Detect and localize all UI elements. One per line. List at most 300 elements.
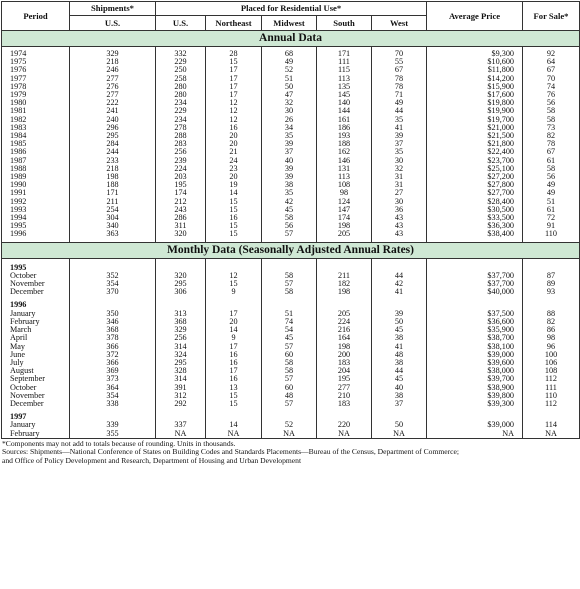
cell-midwest: 35 <box>262 189 317 197</box>
cell-west: 45 <box>372 326 427 334</box>
cell-midwest: 48 <box>262 392 317 400</box>
cell-northeast: 9 <box>206 334 262 342</box>
table-row <box>2 132 580 140</box>
cell-for-sale: 49 <box>523 189 580 197</box>
cell-northeast: 15 <box>206 230 262 238</box>
cell-period: 1986 <box>2 148 70 156</box>
cell-shipments-us: 355 <box>70 430 156 439</box>
table-row <box>2 392 580 400</box>
cell-shipments-us: 276 <box>70 83 156 91</box>
table-row <box>2 91 580 99</box>
cell-average-price: $39,300 <box>427 400 523 408</box>
cell-northeast: 12 <box>206 272 262 280</box>
cell-shipments-us: 222 <box>70 99 156 107</box>
cell-shipments-us: 352 <box>70 272 156 280</box>
cell-midwest: 57 <box>262 343 317 351</box>
cell-period: 1991 <box>2 189 70 197</box>
cell-midwest: 58 <box>262 214 317 222</box>
cell-northeast: 20 <box>206 318 262 326</box>
cell-placed-us: 256 <box>156 334 206 342</box>
cell-midwest: 52 <box>262 421 317 429</box>
annual-section-header <box>2 31 580 47</box>
cell-average-price: $27,700 <box>427 189 523 197</box>
cell-period: 1979 <box>2 91 70 99</box>
cell-south: 182 <box>317 280 372 288</box>
cell-period: 1985 <box>2 140 70 148</box>
table-row <box>2 75 580 83</box>
cell-midwest: 39 <box>262 165 317 173</box>
cell-for-sale: 89 <box>523 280 580 288</box>
cell-west: 48 <box>372 351 427 359</box>
cell-period: December <box>2 288 70 296</box>
cell-shipments-us: 338 <box>70 400 156 408</box>
cell-period: January <box>2 421 70 429</box>
cell-average-price: $19,900 <box>427 107 523 115</box>
cell-for-sale: 98 <box>523 334 580 342</box>
cell-midwest: 57 <box>262 375 317 383</box>
cell-shipments-us: 171 <box>70 189 156 197</box>
cell-west: 39 <box>372 310 427 318</box>
cell-placed-us: 229 <box>156 107 206 115</box>
cell-south: 124 <box>317 198 372 206</box>
header-south: South <box>317 16 372 31</box>
cell-south: 200 <box>317 351 372 359</box>
cell-shipments-us: 233 <box>70 157 156 165</box>
header-period: Period <box>2 2 70 31</box>
cell-west: 40 <box>372 384 427 392</box>
cell-northeast: 23 <box>206 165 262 173</box>
cell-for-sale: 112 <box>523 400 580 408</box>
cell-south: 211 <box>317 272 372 280</box>
cell-average-price: $38,100 <box>427 343 523 351</box>
cell-midwest: 57 <box>262 230 317 238</box>
cell-midwest: 32 <box>262 99 317 107</box>
cell-for-sale: 76 <box>523 91 580 99</box>
cell-west: 43 <box>372 214 427 222</box>
data-table <box>1 1 580 439</box>
table-row <box>2 334 580 342</box>
cell-south: 108 <box>317 181 372 189</box>
cell-south: 174 <box>317 214 372 222</box>
table-row <box>2 384 580 392</box>
table-row <box>2 421 580 429</box>
cell-northeast: 12 <box>206 99 262 107</box>
cell-period: February <box>2 430 70 439</box>
cell-midwest: 51 <box>262 75 317 83</box>
cell-for-sale: 93 <box>523 288 580 296</box>
table-row <box>2 66 580 74</box>
cell-south: 188 <box>317 140 372 148</box>
cell-northeast: 16 <box>206 124 262 132</box>
cell-average-price: NA <box>427 430 523 439</box>
table-row <box>2 400 580 408</box>
year-heading-row <box>2 301 580 309</box>
cell-south: 115 <box>317 66 372 74</box>
cell-west: 32 <box>372 165 427 173</box>
footnote-rounding: *Components may not add to totals because of rounding. Units in thousands. <box>2 439 236 448</box>
cell-northeast: 17 <box>206 343 262 351</box>
cell-shipments-us: 218 <box>70 58 156 66</box>
header-placed-us: U.S. <box>156 16 206 31</box>
cell-midwest: 39 <box>262 173 317 181</box>
cell-northeast: 15 <box>206 206 262 214</box>
cell-northeast: NA <box>206 430 262 439</box>
cell-shipments-us: 295 <box>70 132 156 140</box>
cell-west: 38 <box>372 334 427 342</box>
cell-south: 131 <box>317 165 372 173</box>
cell-for-sale: 49 <box>523 181 580 189</box>
cell-shipments-us: 370 <box>70 288 156 296</box>
cell-midwest: 68 <box>262 50 317 58</box>
cell-average-price: $38,700 <box>427 334 523 342</box>
cell-northeast: 14 <box>206 189 262 197</box>
cell-midwest: 60 <box>262 384 317 392</box>
cell-west: 35 <box>372 116 427 124</box>
cell-placed-us: 313 <box>156 310 206 318</box>
table-row <box>2 148 580 156</box>
cell-placed-us: 312 <box>156 392 206 400</box>
cell-average-price: $10,600 <box>427 58 523 66</box>
cell-for-sale: 74 <box>523 83 580 91</box>
cell-average-price: $23,700 <box>427 157 523 165</box>
footnotes <box>0 440 578 466</box>
cell-west: 50 <box>372 421 427 429</box>
table-row <box>2 116 580 124</box>
cell-for-sale: 78 <box>523 140 580 148</box>
cell-west: 38 <box>372 392 427 400</box>
cell-placed-us: 278 <box>156 124 206 132</box>
cell-northeast: 16 <box>206 375 262 383</box>
cell-west: 41 <box>372 343 427 351</box>
year-heading-row <box>2 413 580 421</box>
header-placed-for-residential-use: Placed for Residential Use* <box>156 2 427 16</box>
cell-northeast: 17 <box>206 91 262 99</box>
cell-northeast: 17 <box>206 75 262 83</box>
cell-period: 1996 <box>2 230 70 238</box>
cell-midwest: 58 <box>262 272 317 280</box>
cell-placed-us: 368 <box>156 318 206 326</box>
table-row <box>2 198 580 206</box>
cell-south: 183 <box>317 359 372 367</box>
table-row <box>2 140 580 148</box>
cell-midwest: 35 <box>262 132 317 140</box>
cell-placed-us: 203 <box>156 173 206 181</box>
cell-average-price: $25,100 <box>427 165 523 173</box>
cell-placed-us: 283 <box>156 140 206 148</box>
cell-for-sale: 73 <box>523 124 580 132</box>
cell-midwest: 57 <box>262 400 317 408</box>
cell-northeast: 14 <box>206 421 262 429</box>
cell-average-price: $39,000 <box>427 421 523 429</box>
cell-west: 55 <box>372 58 427 66</box>
cell-average-price: $27,200 <box>427 173 523 181</box>
table-row <box>2 343 580 351</box>
cell-west: 43 <box>372 230 427 238</box>
monthly-section-header <box>2 242 580 258</box>
cell-period: 1983 <box>2 124 70 132</box>
cell-placed-us: 280 <box>156 91 206 99</box>
cell-period: January <box>2 310 70 318</box>
cell-placed-us: NA <box>156 430 206 439</box>
cell-midwest: 42 <box>262 198 317 206</box>
table-row <box>2 189 580 197</box>
cell-midwest: 39 <box>262 140 317 148</box>
cell-shipments-us: 188 <box>70 181 156 189</box>
cell-northeast: 15 <box>206 392 262 400</box>
table-row <box>2 222 580 230</box>
cell-for-sale: 56 <box>523 173 580 181</box>
year-heading-row <box>2 264 580 272</box>
table-row <box>2 326 580 334</box>
cell-period: May <box>2 343 70 351</box>
year-heading: 1995 <box>2 264 70 272</box>
cell-placed-us: 174 <box>156 189 206 197</box>
cell-shipments-us: 240 <box>70 116 156 124</box>
cell-south: 183 <box>317 400 372 408</box>
cell-midwest: 45 <box>262 334 317 342</box>
cell-midwest: 47 <box>262 91 317 99</box>
cell-midwest: 52 <box>262 66 317 74</box>
header-west: West <box>372 16 427 31</box>
table-row <box>2 375 580 383</box>
cell-shipments-us: 350 <box>70 310 156 318</box>
cell-west: 50 <box>372 318 427 326</box>
cell-northeast: 17 <box>206 367 262 375</box>
cell-shipments-us: 363 <box>70 230 156 238</box>
cell-for-sale: 56 <box>523 99 580 107</box>
cell-average-price: $35,900 <box>427 326 523 334</box>
cell-period: 1988 <box>2 165 70 173</box>
table-row <box>2 288 580 296</box>
cell-period: February <box>2 318 70 326</box>
cell-placed-us: 195 <box>156 181 206 189</box>
cell-midwest: 51 <box>262 310 317 318</box>
cell-west: 27 <box>372 189 427 197</box>
cell-for-sale: 61 <box>523 206 580 214</box>
cell-placed-us: 328 <box>156 367 206 375</box>
cell-period: 1981 <box>2 107 70 115</box>
cell-shipments-us: 354 <box>70 280 156 288</box>
cell-average-price: $21,500 <box>427 132 523 140</box>
cell-placed-us: 329 <box>156 326 206 334</box>
cell-northeast: 15 <box>206 222 262 230</box>
cell-placed-us: 258 <box>156 75 206 83</box>
cell-midwest: 60 <box>262 351 317 359</box>
footnote-sources-cont: and Office of Policy Development and Research, Department of Housing and Urban Development <box>2 456 302 465</box>
cell-midwest: NA <box>262 430 317 439</box>
cell-shipments-us: 246 <box>70 66 156 74</box>
cell-average-price: $39,600 <box>427 359 523 367</box>
cell-west: 78 <box>372 83 427 91</box>
cell-for-sale: NA <box>523 430 580 439</box>
header-midwest: Midwest <box>262 16 317 31</box>
table-body <box>2 31 580 439</box>
cell-northeast: 17 <box>206 310 262 318</box>
cell-shipments-us: 211 <box>70 198 156 206</box>
cell-placed-us: 314 <box>156 375 206 383</box>
cell-for-sale: 108 <box>523 367 580 375</box>
cell-shipments-us: 244 <box>70 148 156 156</box>
year-heading: 1997 <box>2 413 70 421</box>
cell-shipments-us: 284 <box>70 140 156 148</box>
cell-south: 140 <box>317 99 372 107</box>
monthly-section-title: Monthly Data (Seasonally Adjusted Annual Rates) <box>2 242 580 258</box>
cell-period: October <box>2 272 70 280</box>
cell-northeast: 20 <box>206 173 262 181</box>
cell-period: 1994 <box>2 214 70 222</box>
cell-northeast: 17 <box>206 66 262 74</box>
cell-average-price: $36,600 <box>427 318 523 326</box>
cell-average-price: $22,400 <box>427 148 523 156</box>
cell-for-sale: 64 <box>523 58 580 66</box>
cell-for-sale: 114 <box>523 421 580 429</box>
cell-south: 111 <box>317 58 372 66</box>
cell-average-price: $14,200 <box>427 75 523 83</box>
cell-shipments-us: 339 <box>70 421 156 429</box>
cell-west: 71 <box>372 91 427 99</box>
cell-period: April <box>2 334 70 342</box>
cell-shipments-us: 198 <box>70 173 156 181</box>
cell-placed-us: 320 <box>156 230 206 238</box>
cell-period: June <box>2 351 70 359</box>
cell-period: 1993 <box>2 206 70 214</box>
cell-average-price: $39,700 <box>427 375 523 383</box>
cell-south: 113 <box>317 173 372 181</box>
table-row <box>2 351 580 359</box>
cell-west: 31 <box>372 173 427 181</box>
table-row <box>2 272 580 280</box>
manufactured-housing-table-page <box>0 1 580 589</box>
cell-west: 30 <box>372 198 427 206</box>
cell-south: 205 <box>317 310 372 318</box>
cell-for-sale: 91 <box>523 222 580 230</box>
cell-period: 1989 <box>2 173 70 181</box>
cell-northeast: 21 <box>206 148 262 156</box>
cell-west: 36 <box>372 206 427 214</box>
cell-south: 193 <box>317 132 372 140</box>
cell-for-sale: 58 <box>523 107 580 115</box>
table-row <box>2 230 580 238</box>
cell-average-price: $27,800 <box>427 181 523 189</box>
cell-shipments-us: 296 <box>70 124 156 132</box>
table-row <box>2 367 580 375</box>
cell-shipments-us: 373 <box>70 375 156 383</box>
cell-south: 216 <box>317 326 372 334</box>
cell-west: 70 <box>372 50 427 58</box>
cell-for-sale: 88 <box>523 310 580 318</box>
cell-placed-us: 295 <box>156 359 206 367</box>
cell-midwest: 58 <box>262 367 317 375</box>
cell-south: 205 <box>317 230 372 238</box>
cell-average-price: $19,800 <box>427 99 523 107</box>
cell-average-price: $36,300 <box>427 222 523 230</box>
cell-south: 135 <box>317 83 372 91</box>
cell-placed-us: 224 <box>156 165 206 173</box>
cell-for-sale: 112 <box>523 375 580 383</box>
cell-northeast: 15 <box>206 280 262 288</box>
cell-average-price: $17,600 <box>427 91 523 99</box>
cell-period: 1992 <box>2 198 70 206</box>
cell-for-sale: 82 <box>523 318 580 326</box>
cell-midwest: 26 <box>262 116 317 124</box>
cell-midwest: 57 <box>262 280 317 288</box>
cell-period: 1990 <box>2 181 70 189</box>
cell-northeast: 9 <box>206 288 262 296</box>
cell-shipments-us: 304 <box>70 214 156 222</box>
table-row <box>2 99 580 107</box>
cell-west: 67 <box>372 66 427 74</box>
cell-south: 195 <box>317 375 372 383</box>
cell-placed-us: 239 <box>156 157 206 165</box>
cell-for-sale: 110 <box>523 230 580 238</box>
cell-northeast: 15 <box>206 58 262 66</box>
cell-placed-us: 295 <box>156 280 206 288</box>
cell-shipments-us: 369 <box>70 367 156 375</box>
cell-for-sale: 67 <box>523 66 580 74</box>
cell-placed-us: 337 <box>156 421 206 429</box>
cell-for-sale: 70 <box>523 75 580 83</box>
cell-average-price: $11,800 <box>427 66 523 74</box>
table-row <box>2 157 580 165</box>
cell-south: 161 <box>317 116 372 124</box>
cell-south: 186 <box>317 124 372 132</box>
cell-period: 1982 <box>2 116 70 124</box>
cell-northeast: 20 <box>206 132 262 140</box>
cell-placed-us: 391 <box>156 384 206 392</box>
cell-placed-us: 256 <box>156 148 206 156</box>
cell-placed-us: 234 <box>156 116 206 124</box>
cell-south: 277 <box>317 384 372 392</box>
cell-shipments-us: 366 <box>70 359 156 367</box>
cell-south: 98 <box>317 189 372 197</box>
cell-west: 39 <box>372 132 427 140</box>
table-row <box>2 58 580 66</box>
cell-shipments-us: 218 <box>70 165 156 173</box>
cell-placed-us: 314 <box>156 343 206 351</box>
cell-average-price: $39,000 <box>427 351 523 359</box>
cell-south: 147 <box>317 206 372 214</box>
cell-for-sale: 87 <box>523 272 580 280</box>
cell-shipments-us: 366 <box>70 343 156 351</box>
table-row <box>2 206 580 214</box>
cell-south: 210 <box>317 392 372 400</box>
cell-midwest: 58 <box>262 359 317 367</box>
cell-average-price: $37,500 <box>427 310 523 318</box>
cell-placed-us: 212 <box>156 198 206 206</box>
table-row <box>2 124 580 132</box>
cell-south: 204 <box>317 367 372 375</box>
cell-west: 37 <box>372 140 427 148</box>
cell-for-sale: 110 <box>523 392 580 400</box>
cell-period: March <box>2 326 70 334</box>
header-northeast: Northeast <box>206 16 262 31</box>
cell-period: 1987 <box>2 157 70 165</box>
cell-shipments-us: 340 <box>70 222 156 230</box>
cell-shipments-us: 329 <box>70 50 156 58</box>
table-row <box>2 310 580 318</box>
table-row <box>2 318 580 326</box>
cell-average-price: $21,000 <box>427 124 523 132</box>
cell-west: 41 <box>372 124 427 132</box>
cell-midwest: 34 <box>262 124 317 132</box>
cell-south: 198 <box>317 288 372 296</box>
cell-west: 44 <box>372 272 427 280</box>
cell-west: 30 <box>372 157 427 165</box>
cell-shipments-us: 372 <box>70 351 156 359</box>
cell-for-sale: 82 <box>523 132 580 140</box>
cell-west: 78 <box>372 75 427 83</box>
cell-average-price: $30,500 <box>427 206 523 214</box>
